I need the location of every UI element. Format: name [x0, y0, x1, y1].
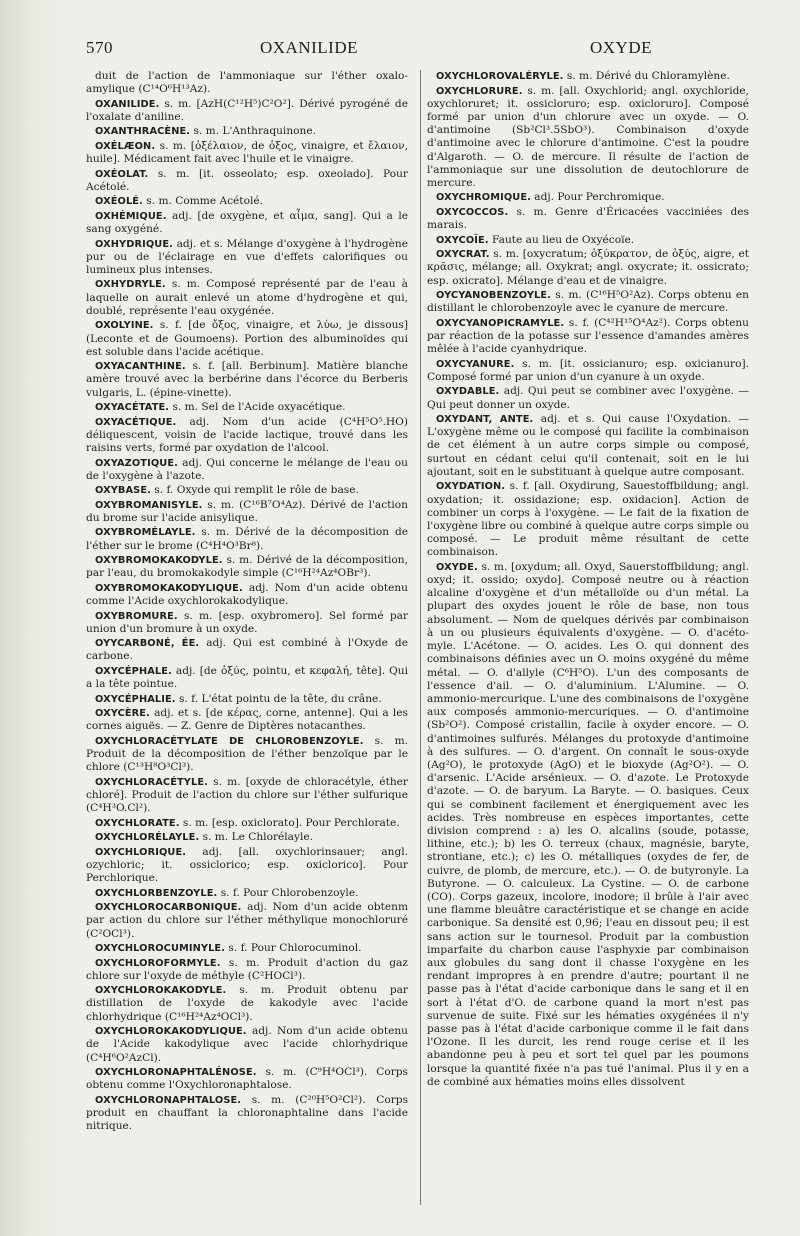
- dictionary-entry: [86, 637, 408, 663]
- entry-definition: adj. Nom d'un acide obtenu comme l'Acide oxychlorokakodylique.: [86, 581, 408, 608]
- dictionary-entry: [86, 457, 408, 483]
- entry-definition: s. f. [de ὄξος, vinaigre, et λύω, je dissous] (Leconte et de Goumoens). Portion des albuminoïdes qui est soluble dans l'acide acétique.: [86, 319, 408, 358]
- dictionary-entry: [86, 98, 408, 124]
- dictionary-entry: [86, 401, 408, 414]
- entry-definition: s. m. L'Anthraquinone.: [190, 125, 316, 138]
- entry-headword: OXYDATION.: [436, 481, 506, 493]
- entry-definition: s. m. Produit obtenu par distillation de l'oxyde de kakodyle avec l'acide chlorhydrique (C¹⁶H²⁴Az⁴OCl³).: [86, 984, 408, 1023]
- dictionary-entry: [86, 125, 408, 138]
- entry-definition: adj. et s. Mélange d'oxygène à l'hydrogène pur ou de l'éclairage en vue d'effets calorifiques ou lumineux plus intenses.: [86, 237, 408, 276]
- dictionary-entry: [427, 70, 749, 83]
- dictionary-entry: [86, 984, 408, 1024]
- entry-headword: OXÉLÆON.: [95, 140, 156, 152]
- entry-headword: OXYCHLORONAPHTALÉNOSE.: [95, 1067, 257, 1079]
- entry-headword: OXHÉMIQUE.: [95, 210, 167, 222]
- dictionary-entry: [86, 846, 408, 886]
- entry-definition: adj. Nom d'un acide obtenu de l'Acide kakodylique avec l'acide chlorhydrique (C⁴H⁶O²AzCl).: [86, 1025, 408, 1064]
- entry-definition: adj. [de oxygène, et αἷμα, sang]. Qui a le sang oxygéné.: [86, 209, 408, 236]
- entry-definition: s. m. Comme Acétolé.: [142, 195, 263, 208]
- dictionary-entry: [427, 561, 749, 1089]
- entry-definition: Faute au lieu de Oxyécoïe.: [488, 233, 635, 246]
- entry-definition: adj. Nom d'un acide (C⁴H⁵O⁵.HO) déliquescent, voisin de l'acide lactique, trouvé dans les raisins verts, formé par oxydation de l'alcool.: [86, 415, 408, 455]
- entry-definition: adj. Pour Perchromique.: [530, 191, 665, 204]
- dictionary-entry: [86, 693, 408, 706]
- column-divider: [420, 70, 421, 1205]
- entry-headword: OXYCHLORBENZOYLE.: [95, 887, 218, 899]
- entry-definition: s. f. Pour Chlorocuminol.: [225, 942, 362, 954]
- entry-definition: s. m. (C⁹H⁴OCl³). Corps obtenu comme l'Oxychloronaphtalose.: [86, 1066, 408, 1092]
- dictionary-entry: [86, 957, 408, 983]
- left-column: [86, 70, 408, 1135]
- entry-definition: duit de l'action de l'ammoniaque sur l'éther oxalo-amylique (C¹⁴O⁶H¹³Az).: [86, 70, 408, 96]
- entry-headword: OXYCHLORONAPHTALOSE.: [95, 1094, 242, 1106]
- dictionary-entry: [86, 140, 408, 166]
- entry-headword: OXYCÈRE.: [95, 708, 150, 720]
- entry-definition: adj. Nom d'un acide obtenm par action du chlore sur l'éther méthylique monochloruré (C²OCl³).: [86, 901, 408, 940]
- dictionary-entry: [427, 413, 749, 479]
- entry-headword: OXYCHLORACÉTYLATE DE CHLOROBENZOYLE.: [95, 735, 364, 747]
- entry-definition: s. m. [it. ossicianuro; esp. oxicianuro]. Composé formé par union d'un cyanure à un oxyde.: [427, 357, 749, 383]
- entry-definition: s. m. [AzH(C¹²H⁵)C²O²]. Dérivé pyrogéné de l'oxalate d'aniline.: [86, 97, 408, 123]
- entry-headword: OXYAZOTIQUE.: [95, 457, 178, 469]
- entry-definition: s. m. (C¹⁶B⁷O⁴Az). Dérivé de l'action du brome sur l'acide anisylique.: [86, 498, 408, 524]
- entry-headword: OXYBROMOKAKODYLIQUE.: [95, 582, 243, 594]
- entry-headword: OXÉOLAT.: [95, 168, 149, 180]
- dictionary-entry: [86, 942, 408, 955]
- dictionary-entry: [427, 317, 749, 357]
- entry-definition: s. m. Dérivé de la décomposition de l'éther sur le brome (C⁴H⁴O³Br⁸).: [86, 526, 408, 552]
- entry-definition: s. m. [all. Oxychlorid; angl. oxychloride, oxychloruret; it. ossicloruro; esp. oxicloruro]. Composé formé par union d'un chlorure avec un oxyde. — O. d'antimoine (Sb²Cl³.5SbO³). Combinaison d'oxyde d'antimoine avec le chlorure d'antimoine. C'est la poudre d'Algaroth. — O. de mercure. Il résulte de l'action de l'ammoniaque sur une dissolution de deutochlorure de mercure.: [427, 84, 749, 189]
- entry-definition: s. m. (C²⁰H⁵O²Cl²). Corps produit en chauffant la chloronaphtaline dans l'acide nitrique.: [86, 1093, 408, 1133]
- entry-definition: s. m. [oxycratum; ὀξύκρατον, de ὀξύς, aigre, et κρᾶσις, mélange; all. Oxykrat; angl. oxycrate; it. ossicrato; esp. oxicrato]. Mélange d'eau et de vinaigre.: [427, 248, 749, 287]
- entry-headword: OXYBROMOKAKODYLE.: [95, 555, 223, 567]
- dictionary-entry: [86, 1025, 408, 1065]
- entry-headword: OXYDABLE.: [436, 386, 500, 398]
- entry-headword: OXYCHLOROFORMYLE.: [95, 957, 221, 969]
- entry-definition: s. m. (C¹⁶H⁵O²Az). Corps obtenu en distillant le chlorobenzoyle avec le cyanure de mercure.: [427, 289, 749, 315]
- dictionary-entry: [86, 416, 408, 456]
- entry-definition: adj. et s. Qui cause l'Oxydation. — L'oxygène même ou le composé qui facilite la combinaison de cet élément à un autre corps simple ou composé, surtout en cédant celui qu'il contenait, soit en le lui ajoutant, soit en le substituant à quelque autre composant.: [427, 413, 749, 478]
- entry-headword: OXYCÉPHALIE.: [95, 693, 176, 705]
- entry-definition: adj. Qui peut se combiner avec l'oxygène. — Qui peut donner un oxyde.: [427, 385, 749, 411]
- entry-headword: OXYCYANOPICRAMYLE.: [436, 317, 565, 329]
- dictionary-entry: [427, 289, 749, 315]
- dictionary-entry: [427, 248, 749, 288]
- entry-headword: OXYCHLORURE.: [436, 85, 523, 97]
- dictionary-entry: [86, 707, 408, 733]
- entry-definition: adj. Qui est combiné à l'Oxyde de carbone.: [86, 637, 408, 663]
- entry-headword: OXHYDRIQUE.: [95, 238, 173, 250]
- dictionary-entry: [86, 901, 408, 941]
- entry-headword: OXYCHROMIQUE.: [436, 192, 531, 204]
- entry-definition: s. m. Genre d'Éricacées vacciniées des marais.: [427, 205, 749, 232]
- entry-headword: OXYBASE.: [95, 485, 151, 497]
- entry-headword: OXYDANT, ANTE.: [436, 414, 534, 426]
- dictionary-entry: [86, 665, 408, 691]
- dictionary-entry: [86, 1066, 408, 1092]
- entry-definition: s. m. Dérivé de la décomposition, par l'eau, du bromokakodyle simple (C¹⁶H²⁴Az⁴OBr³).: [86, 554, 408, 580]
- entry-headword: OXYBROMURE.: [95, 610, 178, 622]
- entry-headword: OYCYANOBENZOYLE.: [436, 290, 551, 302]
- dictionary-entry: [86, 484, 408, 497]
- entry-definition: s. m. Le Chlorélayle.: [199, 831, 313, 844]
- page-number: 570: [86, 38, 113, 57]
- dictionary-entry: [86, 238, 408, 278]
- entry-headword: OXYCOÏE.: [436, 234, 489, 246]
- entry-definition: s. f. Pour Chlorobenzoyle.: [217, 886, 359, 899]
- entry-headword: OXYBROMANISYLE.: [95, 499, 203, 511]
- entry-headword: OYYCARBONÉ, ÉE.: [95, 638, 200, 650]
- right-column: [427, 70, 749, 1090]
- right-running-head: OXYDE: [590, 38, 652, 57]
- dictionary-entry: [86, 319, 408, 359]
- dictionary-entry: [86, 168, 408, 194]
- dictionary-entry: [427, 385, 749, 411]
- entry-definition: s. f. Oxyde qui remplit le rôle de base.: [150, 484, 359, 497]
- entry-definition: adj. [de ὀξύς, pointu, et κεφαλή, tête]. Qui a la tête pointue.: [86, 664, 408, 691]
- entry-headword: OXYACANTHINE.: [95, 361, 186, 373]
- dictionary-entry: [86, 278, 408, 318]
- dictionary-entry: [427, 191, 749, 204]
- dictionary-entry: [86, 360, 408, 400]
- entry-definition: adj. et s. [de κέρας, corne, antenne]. Qui a les cornes aiguës. — Z. Genre de Diptères notacanthes.: [86, 707, 408, 733]
- entry-headword: OXYCHLORATE.: [95, 817, 180, 829]
- entry-headword: OXÉOLÉ.: [95, 196, 143, 208]
- entry-headword: OXYBROMÉLAYLE.: [95, 527, 196, 539]
- entry-headword: OXYCHLOROCUMINYLE.: [95, 943, 226, 954]
- dictionary-entry: [86, 526, 408, 552]
- entry-headword: OXOLYINE.: [95, 320, 154, 332]
- entry-definition: s. m. Dérivé du Chloramylène.: [563, 70, 730, 82]
- dictionary-entry: [86, 1094, 408, 1134]
- entry-definition: s. f. L'état pointu de la tête, du crâne.: [175, 692, 382, 705]
- dictionary-entry: [427, 206, 749, 232]
- entry-definition: s. m. Produit d'action du gaz chlore sur l'oxyde de méthyle (C²HOCl³).: [86, 956, 408, 982]
- entry-definition: s. f. [all. Berbinum]. Matière blanche amère trouvé avec la berbérine dans l'écorce du Berberis vulgaris, L. (épine-vinette).: [86, 360, 408, 399]
- entry-definition: s. f. (C⁴²H¹⁵O⁴Az²). Corps obtenu par réaction de la potasse sur l'essence d'amandes amères mêlée à l'acide cyanhydrique.: [427, 316, 749, 356]
- dictionary-entry: [86, 554, 408, 580]
- entry-headword: OXYCHLORIQUE.: [95, 846, 187, 858]
- entry-definition: s. m. Sel de l'Acide oxyacétique.: [169, 401, 346, 414]
- entry-definition: adj. Qui concerne le mélange de l'eau ou de l'oxygène à l'azote.: [86, 456, 408, 482]
- entry-definition: s. m. [esp. oxybromero]. Sel formé par union d'un bromure à un oxyde.: [86, 609, 408, 635]
- dictionary-entry: [86, 499, 408, 525]
- entry-definition: s. m. [esp. oxiclorato]. Pour Perchlorate.: [179, 816, 400, 829]
- entry-definition: s. m. [oxyde de chloracétyle, éther chloré]. Produit de l'action du chlore sur l'éther sulfurique (C⁴H³O.Cl²).: [86, 775, 408, 815]
- dictionary-entry: [86, 70, 408, 96]
- entry-headword: OXYCÉPHALE.: [95, 665, 172, 677]
- page-header: [70, 38, 765, 62]
- dictionary-entry: [86, 776, 408, 816]
- entry-definition: s. f. [all. Oxydirung, Sauestoffbildung; angl. oxydation; it. ossidazione; esp. oxidacion]. Action de combiner un corps à l'oxygène. — Le fait de la fixation de l'oxygène libre ou combiné à quelque autre corps simple ou composé. — Le produit même résultant de cette combinaison.: [427, 480, 749, 559]
- dictionary-entry: [86, 817, 408, 830]
- dictionary-entry: [86, 887, 408, 900]
- entry-headword: OXYCHLOROVALÉRYLE.: [436, 71, 564, 82]
- entry-definition: s. m. Composé représenté par de l'eau à laquelle on aurait enlevé un atome d'hydrogène et qui, doublé, représente l'eau oxygénée.: [86, 278, 408, 317]
- dictionary-entry: [86, 195, 408, 208]
- entry-definition: s. m. Produit de la décomposition de l'éther benzoïque par le chlore (C¹³H⁸O³Cl³).: [86, 734, 408, 774]
- entry-headword: OXANTHRACÈNE.: [95, 126, 191, 138]
- dictionary-entry: [86, 735, 408, 775]
- dictionary-entry: [86, 610, 408, 636]
- dictionary-entry: [86, 210, 408, 236]
- entry-headword: OXYCRAT.: [436, 249, 490, 261]
- dictionary-entry: [427, 85, 749, 191]
- dictionary-entry: [427, 234, 749, 247]
- dictionary-entry: [86, 831, 408, 844]
- left-running-head: OXANILIDE: [260, 38, 358, 57]
- entry-headword: OXYACÉTATE.: [95, 402, 170, 414]
- entry-headword: OXYCOCCOS.: [436, 206, 509, 218]
- entry-definition: adj. [all. oxychlorinsauer; angl. ozychloric; it. ossiclorico; esp. oxiclorico]. Pour Perchlorique.: [86, 845, 408, 885]
- entry-headword: OXYCHLOROCARBONIQUE.: [95, 902, 242, 914]
- dictionary-entry: [427, 480, 749, 559]
- entry-headword: OXHYDRYLE.: [95, 279, 166, 291]
- entry-headword: OXYCHLORACÉTYLE.: [95, 776, 208, 788]
- dictionary-entry: [427, 358, 749, 384]
- entry-headword: OXANILIDE.: [95, 98, 160, 110]
- entry-headword: OXYCHLORÉLAYLE.: [95, 832, 200, 844]
- entry-headword: OXYDE.: [436, 561, 478, 573]
- entry-definition: s. m. [ὀξέλαιον, de ὀξος, vinaigre, et ἔλαιον, huile]. Médicament fait avec l'huile et le vinaigre.: [86, 139, 408, 166]
- entry-headword: OXYCYANURE.: [436, 358, 515, 370]
- entry-headword: OXYACÉTIQUE.: [95, 416, 177, 428]
- entry-headword: OXYCHLOROKAKODYLE.: [95, 985, 227, 997]
- dictionary-entry: [86, 582, 408, 608]
- entry-headword: OXYCHLOROKAKODYLIQUE.: [95, 1026, 247, 1038]
- entry-definition: s. m. [oxydum; all. Oxyd, Sauerstoffbildung; angl. oxyd; it. ossido; oxydo]. Composé neutre ou à réaction alcaline d'oxygène et d'un métalloïde ou d'un métal. La plupart des oxydes jouent le rôle de base, non tous absolument. — Nom de quelques dérivés par combinaison à un ou plusieurs équivalents d'oxygène. — O. d'acéto-myle. L'Acétone. — O. acides. Les O. qui donnent des combinaisons définies avec un O. moins oxygéné du même métal. — O. d'allyle (C⁶H⁵O). L'un des composants de l'essence d'ail. — O. d'aluminium. L'Alumine. — O. ammonio-mercurique. L'une des combinaisons de l'oxygène aux composés ammonio-mercuriques. — O. d'antimoine (Sb²O²). Composé cristallin, facile à oxyder encore. — O. d'antimoines sulfurés. Mélanges du protoxyde d'antimoine à des sulfures. — O. d'argent. On connaît le sous-oxyde (Ag²O), le protoxyde (AgO) et le bioxyde (Ag²O²). — O. d'arsenic. L'Acide arsénieux. — O. d'azote. Le Protoxyde d'azote. — O. de baryum. La Baryte. — O. basiques. Ceux qui se combinent facilement et énergiquement avec les acides. Très nombreuse en espèces importantes, cette division comprend : a) les O. alcalins (soude, potasse, lithine, etc.); b) les O. terreux (chaux, magnésie, baryte, strontiane, etc.); c) les O. métalliques (oxydes de fer, de cuivre, de plomb, de mercure, etc.). — O. de butyronyle. La Butyrone. — O. calculeux. La Cystine. — O. de carbone (CO). Corps gazeux, incolore, inodore; il brûle à l'air avec une flamme bleuâtre caractéristique et se change en acide carbonique. Sa densité est 0,96; l'eau en dissout peu; il est sans action sur le tournesol. Produit par la combustion imparfaite du charbon cause l'asphyxie par combinaison aux globules du sang dont il chasse l'oxygène en les rendant impropres à en prendre d'autre; pourtant il ne passe pas à l'état d'acide carbonique dans le sang et il en sort à l'état d'O. de carbone quand la mort n'est pas survenue de suite. Fixé sur les hématies oxygénées il n'y passe pas à l'état d'acide carbonique comme il le fait dans l'Ozone. Il les durcit, les rend rouge cerise et il les abandonne peu à peu et sort tel quel par les poumons lorsque la quantité fixée n'a pas tué l'animal. Plus il y en a de combiné aux hématies moins elles dissolvent: [427, 560, 749, 1088]
- entry-definition: s. m. [it. osseolato; esp. oxeolado]. Pour Acétolé.: [86, 167, 408, 193]
